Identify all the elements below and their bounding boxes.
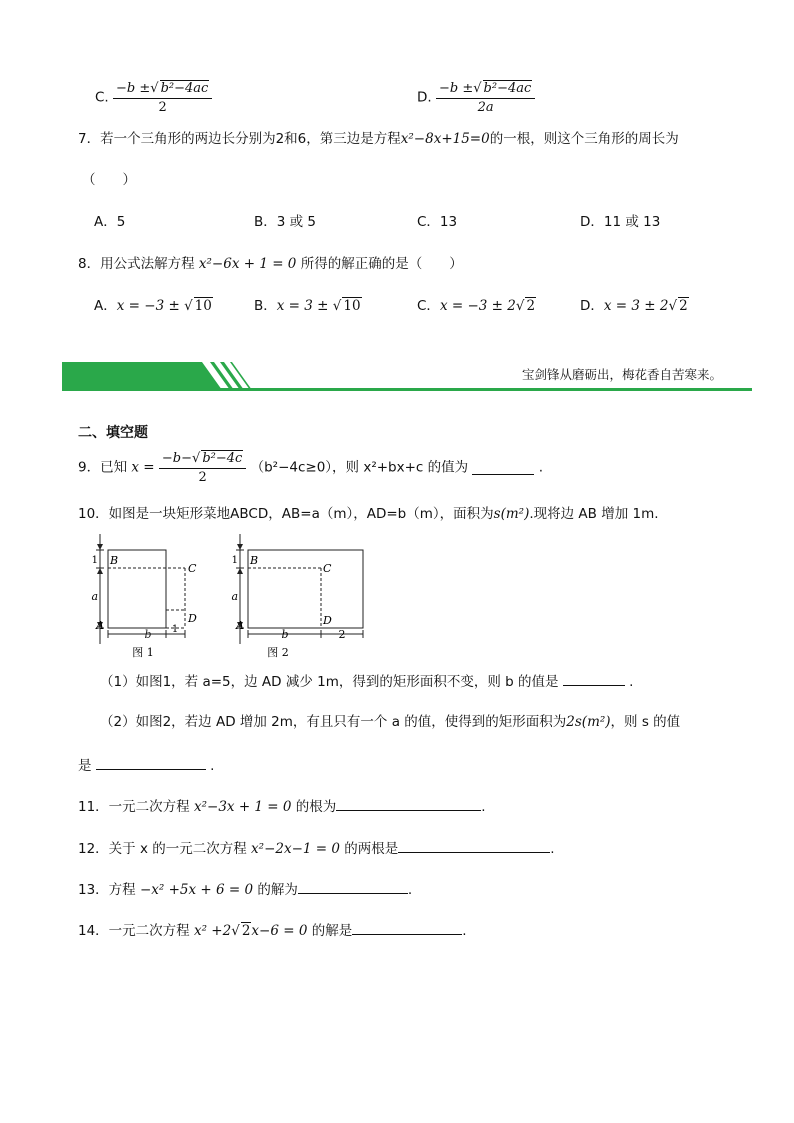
figure-2 <box>228 532 368 660</box>
q10-area: s(m²) <box>493 506 530 522</box>
fig1-arrow-3 <box>97 568 103 574</box>
q13-stem-a: 13．方程 <box>78 882 136 898</box>
q9-answer-blank[interactable] <box>472 461 534 475</box>
q11-stem-b: 的根为 <box>295 799 337 815</box>
q12-end: . <box>550 841 555 857</box>
q10-part2-end: . <box>210 758 215 774</box>
q11-end: . <box>481 799 486 815</box>
q10-stem-a: 10．如图是一块矩形菜地ABCD，AB=a（m），AD=b（m），面积为 <box>78 506 494 522</box>
q13-stem-b: 的解为 <box>257 882 298 898</box>
q10-part1-end: . <box>629 674 634 690</box>
fig1-dim-top: 1 <box>91 555 98 566</box>
q8-option-c-radicand: 2 <box>526 298 536 314</box>
fig1-label-b: B <box>110 554 119 567</box>
q10-stem <box>78 506 659 522</box>
q7-option-d[interactable]: D．11 或 13 <box>580 214 661 230</box>
fig2-dim-right: 2 <box>338 628 346 641</box>
q6-option-d-label: D. <box>417 89 432 106</box>
q14-answer-blank[interactable] <box>352 921 462 935</box>
q11-stem-a: 11．一元二次方程 <box>78 799 190 815</box>
q6-d-num-lead: −b ± <box>438 81 474 96</box>
fig2-arrow-3 <box>237 568 243 574</box>
figure-1 <box>88 532 213 660</box>
q10-part2-blank[interactable] <box>96 756 206 770</box>
q13-answer-blank[interactable] <box>298 880 408 894</box>
q8-option-a[interactable]: A．x = −3 ± √ 10 <box>94 298 212 314</box>
q13-stem <box>78 880 412 898</box>
q6-c-radicand: b²−4ac <box>160 81 209 96</box>
q7-stem-a: 7．若一个三角形的两边长分别为2和6，第三边是方程 <box>78 131 401 147</box>
q8-option-d-label: D． <box>580 298 604 314</box>
q8-option-b-expr: x = 3 ± <box>276 298 333 314</box>
q8-option-d[interactable]: D．x = 3 ± 2√ 2 <box>580 298 688 314</box>
q12-stem <box>78 839 555 857</box>
q8-option-b-label: B． <box>254 298 277 314</box>
q6-c-denominator: 2 <box>158 99 167 115</box>
q14-radicand: 2 <box>241 923 251 939</box>
fig2-caption: 图 2 <box>267 646 289 659</box>
q9-fraction: $\frac{\text{−b−√ b²−4c}}{2}$ <box>159 450 246 485</box>
q14-end: . <box>462 923 467 939</box>
q10-part1 <box>100 672 633 690</box>
q12-stem-b: 的两根是 <box>344 841 399 857</box>
banner-underline <box>62 388 752 391</box>
q8-option-c-label: C． <box>417 298 440 314</box>
q11-equation: x²−3x + 1 = 0 <box>193 799 292 815</box>
q6-option-c[interactable] <box>95 80 212 115</box>
q8-stem-a: 8．用公式法解方程 <box>78 256 195 272</box>
q14-stem-b: 的解是 <box>311 923 353 939</box>
q7-answer-paren: （ ） <box>82 172 136 188</box>
fig1-label-d: D <box>188 612 197 625</box>
q6-d-denominator: 2a <box>477 99 494 115</box>
fig2-label-c: C <box>323 562 332 575</box>
q13-equation: −x² +5x + 6 = 0 <box>139 882 254 898</box>
q9-lead: 9．已知 <box>78 459 128 476</box>
q9-stem <box>78 450 543 485</box>
q6-c-num-lead: −b ± <box>116 81 151 96</box>
q9-condition: （b²−4c≥0），则 x²+bx+c 的值为 <box>250 459 469 476</box>
q7-equation: x²−8x+15=0 <box>400 131 490 147</box>
q8-option-d-radicand: 2 <box>679 298 688 314</box>
q7-option-c[interactable]: C．13 <box>417 214 458 230</box>
q8-option-c[interactable]: C．x = −3 ± 2√ 2 <box>417 298 536 314</box>
fig1-caption: 图 1 <box>132 646 154 659</box>
fig1-label-c: C <box>188 562 197 575</box>
q10-part2-b: ，则 s 的值 <box>610 714 681 730</box>
q8-option-a-radicand: 10 <box>194 298 212 314</box>
q14-stem-a: 14．一元二次方程 <box>78 923 190 939</box>
fig2-dim-top: 1 <box>231 555 238 566</box>
q6-d-radicand: b²−4ac <box>483 81 532 96</box>
q7-stem-b: 的一根，则这个三角形的周长为 <box>489 131 679 147</box>
q8-option-d-expr: x = 3 ± 2 <box>603 298 669 314</box>
q7-stem <box>78 131 679 147</box>
q8-option-b-radicand: 10 <box>343 298 361 314</box>
fig1-label-a: A <box>96 619 104 632</box>
fig2-arrow-1 <box>237 544 243 550</box>
q11-stem <box>78 797 486 815</box>
q7-option-a[interactable]: A．5 <box>94 214 126 230</box>
q10-stem-b: .现将边 AB 增加 1m. <box>529 506 659 522</box>
fig2-label-a: A <box>236 619 244 632</box>
q10-part2-a: （2）如图2，若边 AD 增加 2m，有且只有一个 a 的值，使得到的矩形面积为 <box>100 714 567 730</box>
q6-option-d-fraction: $\frac{\text{−b ±√ b²−4ac}}{2a}$ <box>436 80 535 115</box>
q8-option-b[interactable]: B．x = 3 ± √ 10 <box>254 298 361 314</box>
fig2-rect <box>248 550 363 628</box>
q14-stem: 14．一元二次方程 x² +2√ 2x−6 = 0 的解是 . <box>78 923 467 939</box>
q9-num-lead: −b− <box>161 451 193 466</box>
q10-part2-area: 2s(m²) <box>566 714 611 730</box>
fig2-label-b: B <box>250 554 259 567</box>
fig2-dim-left: a <box>231 590 238 603</box>
q10-part1-text: （1）如图1，若 a=5，边 AD 减少 1m，得到的矩形面积不变，则 b 的值是 <box>100 674 559 690</box>
q12-equation: x²−2x−1 = 0 <box>251 841 340 857</box>
section-banner <box>62 360 752 392</box>
q11-answer-blank[interactable] <box>336 797 481 811</box>
q8-option-c-expr: x = −3 ± 2 <box>439 298 516 314</box>
q14-equation-a: x² +2 <box>193 923 232 939</box>
q8-stem <box>78 256 463 272</box>
q9-x-eq: x = <box>131 459 155 476</box>
q9-radicand: b²−4c <box>202 451 243 466</box>
q10-part2-c: 是 <box>78 758 92 774</box>
q7-option-b[interactable]: B．3 或 5 <box>254 214 317 230</box>
q12-answer-blank[interactable] <box>398 839 550 853</box>
q8-stem-b: 所得的解正确的是（ ） <box>300 256 463 272</box>
q8-option-a-label: A． <box>94 298 117 314</box>
q8-option-a-expr: x = −3 ± <box>116 298 185 314</box>
fig2-dim-bottom: b <box>281 628 289 641</box>
banner-motto: 宝剑锋从磨砺出，梅花香自苦寒来。 <box>521 367 722 382</box>
q9-denominator: 2 <box>198 469 207 485</box>
fig1-dim-right: 1 <box>171 624 179 635</box>
q14-equation-b: x−6 = 0 <box>251 923 308 939</box>
q10-part1-blank[interactable] <box>563 672 625 686</box>
q8-equation: x²−6x + 1 = 0 <box>198 256 297 272</box>
fig1-dim-bottom: b <box>144 628 152 641</box>
q13-end: . <box>407 882 413 898</box>
q6-option-c-label: C. <box>95 89 109 106</box>
q12-stem-a: 12．关于 x 的一元二次方程 <box>78 841 247 857</box>
section-title: 二、填空题 <box>78 425 148 441</box>
fig1-arrow-1 <box>97 544 103 550</box>
fig1-dim-left: a <box>91 590 98 603</box>
q10-part2 <box>100 714 680 730</box>
q10-part2-line2 <box>78 756 214 774</box>
q6-option-c-fraction: $\frac{\text{−b ±√ b²−4ac}}{2}$ <box>113 80 212 115</box>
q9-end: . <box>538 459 544 476</box>
q6-option-d[interactable] <box>417 80 535 115</box>
fig2-label-d: D <box>323 614 332 627</box>
